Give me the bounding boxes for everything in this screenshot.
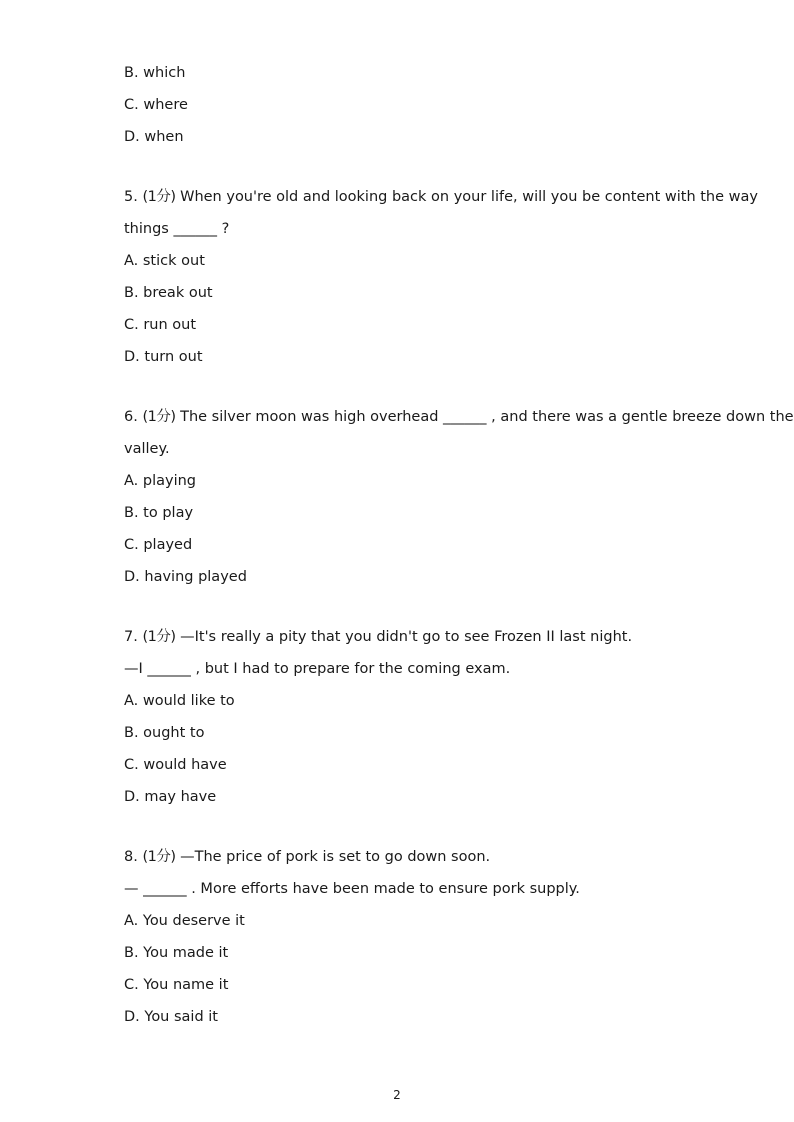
- option-line: B. ought to: [124, 725, 205, 741]
- question-number: 7.: [124, 629, 138, 645]
- option-line: B. break out: [124, 285, 213, 301]
- question-stem: [124, 185, 764, 217]
- option-line: B. which: [124, 65, 186, 81]
- question-stem: [124, 625, 764, 657]
- question-text-continued: things ______ ?: [124, 221, 230, 237]
- option-line: D. You said it: [124, 1009, 218, 1025]
- question-stem: [124, 845, 764, 877]
- option-line: C. You name it: [124, 977, 229, 993]
- page-number: 2: [393, 1088, 401, 1102]
- option-line: A. stick out: [124, 253, 205, 269]
- question-text: —It's really a pity that you didn't go to see Frozen II last night.: [180, 629, 633, 645]
- question-score: (1分): [142, 849, 176, 865]
- question-score: (1分): [142, 629, 176, 645]
- question-text: The silver moon was high overhead ______ , and there was a gentle breeze down the: [180, 409, 794, 425]
- option-line: C. played: [124, 537, 193, 553]
- option-line: C. where: [124, 97, 188, 113]
- question-text-continued: — ______ . More efforts have been made to ensure pork supply.: [124, 881, 580, 897]
- question-score: (1分): [142, 409, 176, 425]
- question-text-continued: —I ______ , but I had to prepare for the coming exam.: [124, 661, 511, 677]
- option-line: B. You made it: [124, 945, 229, 961]
- option-line: D. having played: [124, 569, 247, 585]
- option-line: D. when: [124, 129, 184, 145]
- question-number: 8.: [124, 849, 138, 865]
- option-line: C. run out: [124, 317, 197, 333]
- question-list: [124, 61, 794, 1037]
- question-number: 6.: [124, 409, 138, 425]
- question-stem: [124, 405, 794, 437]
- option-line: A. playing: [124, 473, 197, 489]
- option-line: D. may have: [124, 789, 217, 805]
- question-score: (1分): [142, 189, 176, 205]
- option-line: D. turn out: [124, 349, 203, 365]
- option-line: C. would have: [124, 757, 227, 773]
- question-number: 5.: [124, 189, 138, 205]
- option-line: B. to play: [124, 505, 194, 521]
- question-text-continued: valley.: [124, 441, 170, 457]
- question-text: —The price of pork is set to go down soon.: [180, 849, 491, 865]
- option-line: A. would like to: [124, 693, 235, 709]
- option-line: A. You deserve it: [124, 913, 245, 929]
- question-text: When you're old and looking back on your life, will you be content with the way: [180, 189, 758, 205]
